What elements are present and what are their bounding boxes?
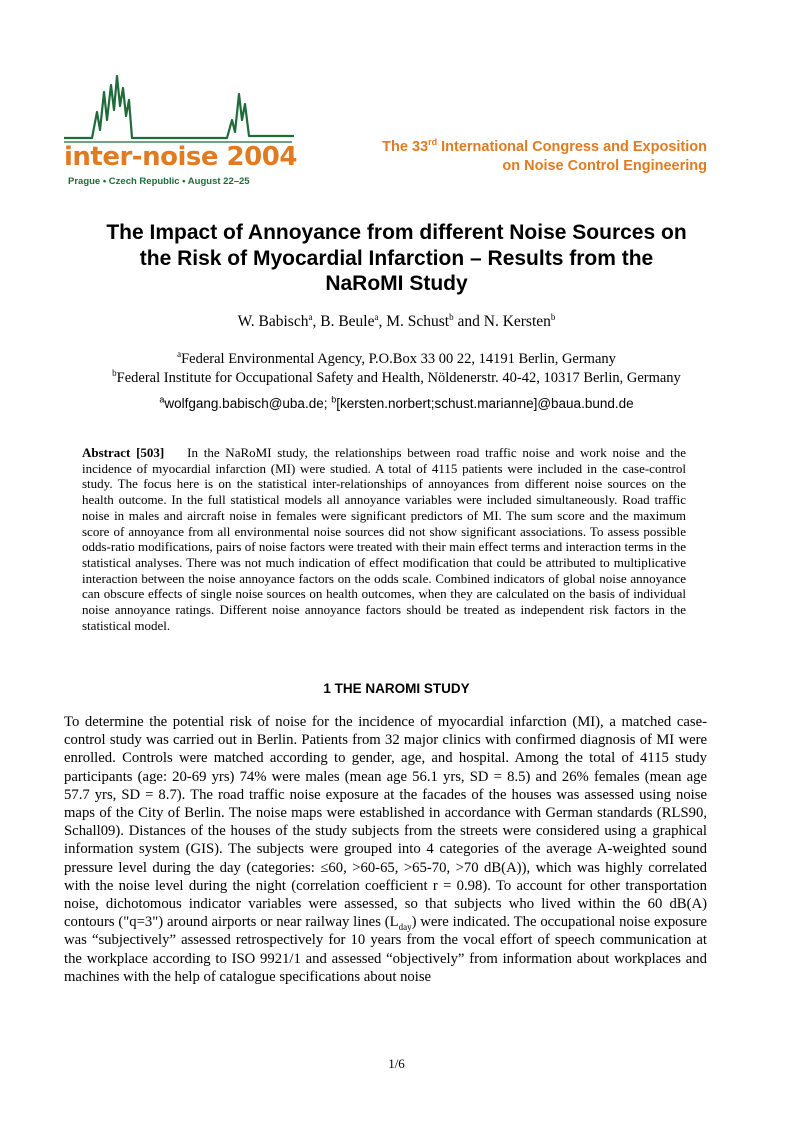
page-number: 1/6 — [388, 1056, 405, 1071]
author: W. Babisch$^a$, — [237, 311, 321, 330]
abstract-text: In the NaRoMI study, the relationships between road traffic noise and work noise and the incidence of myocardial infarction (MI) were studied. A total of 4115 patients were included in the case-control study. The focus here is on the statistical inter-relationships of annoyances from different noise sources on the health outcome. In the full statistical models all annoyance variables were included simultaneously. Road traffic noise in males and aircraft noise in females were significant predictors of MI. The sum score and the maximum score of annoyance from all environmental noise sources did not show significant associations. To assess possible odds-ratio modifications, pairs of noise factors were treated with their main effect terms and interaction terms in the statistical analyses. There was not much indication of effect modification that could be attributed to multiplicative interaction between the noise annoyance factors on the odds scale. Combined indicators of global noise annoyance can obscure effects of single noise sources on health outcomes, when they are calculated on the basis of individual noise annoyance ratings. Different noise annoyance factors should be treated as independent risk factors in the statistical model. — [82, 445, 686, 633]
affiliation-a: $^a$Federal Environmental Agency, P.O.Box 33 00 22, 14191 Berlin, Germany — [177, 349, 616, 367]
congress-line-1: The 33rd International Congress and Exposition — [382, 137, 707, 155]
section-heading: 1 THE NAROMI STUDY — [323, 681, 470, 696]
abstract-label: Abstract [503] — [82, 445, 165, 460]
congress-header — [382, 138, 707, 176]
logo-tagline: Prague • Czech Republic • August 22–25 — [68, 176, 250, 187]
author: M. Schust$^b$ and — [386, 311, 484, 330]
logo-wordmark: inter-noise 2004 — [64, 142, 297, 172]
body-paragraph: To determine the potential risk of noise for the incidence of myocardial infarction (MI), a matched case-control study was carried out in Berlin. Patients from 32 major clinics with confirmed diagnosis of MI were enrolled. Controls were matched according to gender, age, and hospital. Among the total of 4115 study participants (age: 20-69 yrs) 74% were males (mean age 56.1 yrs, SD = 8.5) and 26% females (mean age 57.7 yrs, SD = 8.7). The road traffic noise exposure at the facades of the houses was assessed using noise maps of the City of Berlin. The noise maps were established in accordance with German standards (RLS90, Schall09). Distances of the houses of the study subjects from the streets were considered using a graphical information system (GIS). The subjects were grouped into 4 categories of the average A-weighted sound pressure level during the day (categories: ≤60, >60-65, >65-70, >70 dB(A)), which was highly correlated with the noise level during the night (correlation coefficient r = 0.98). To account for other transportation noise, dichotomous indicator variables were assessed, so that subjects who lived within the 60 dB(A) contours ("q=3") around airports or near railway lines $(L_{day})$ were indicated. The occupational noise exposure was “subjectively” assessed retrospectively for 10 years from the vocal effort of speech communication at the workplace according to ISO 9921/1 and assessed “objectively” from information about workplaces and machines with the help of catalogue specifications about noise — [64, 714, 707, 985]
author-emails: $^a$wolfgang.babisch@uba.de; $^b$[kersten.norbert;schust.marianne]@baua.bund.de — [159, 394, 634, 411]
affiliation-b: $^b$Federal Institute for Occupational Safety and Health, Nöldenerstr. 40-42, 10317 Berlin, Germany — [112, 368, 681, 386]
author: N. Kersten$^b$ — [483, 311, 556, 330]
congress-line-2: on Noise Control Engineering — [502, 158, 707, 174]
author-list — [0, 313, 793, 331]
conference-logo — [62, 70, 297, 195]
author: B. Beule$^a$, — [320, 311, 387, 330]
paper-title: The Impact of Annoyance from different Noise Sources on the Risk of Myocardial Infarction – Results from the NaRoMI Study — [106, 221, 687, 295]
abstract — [82, 445, 686, 633]
